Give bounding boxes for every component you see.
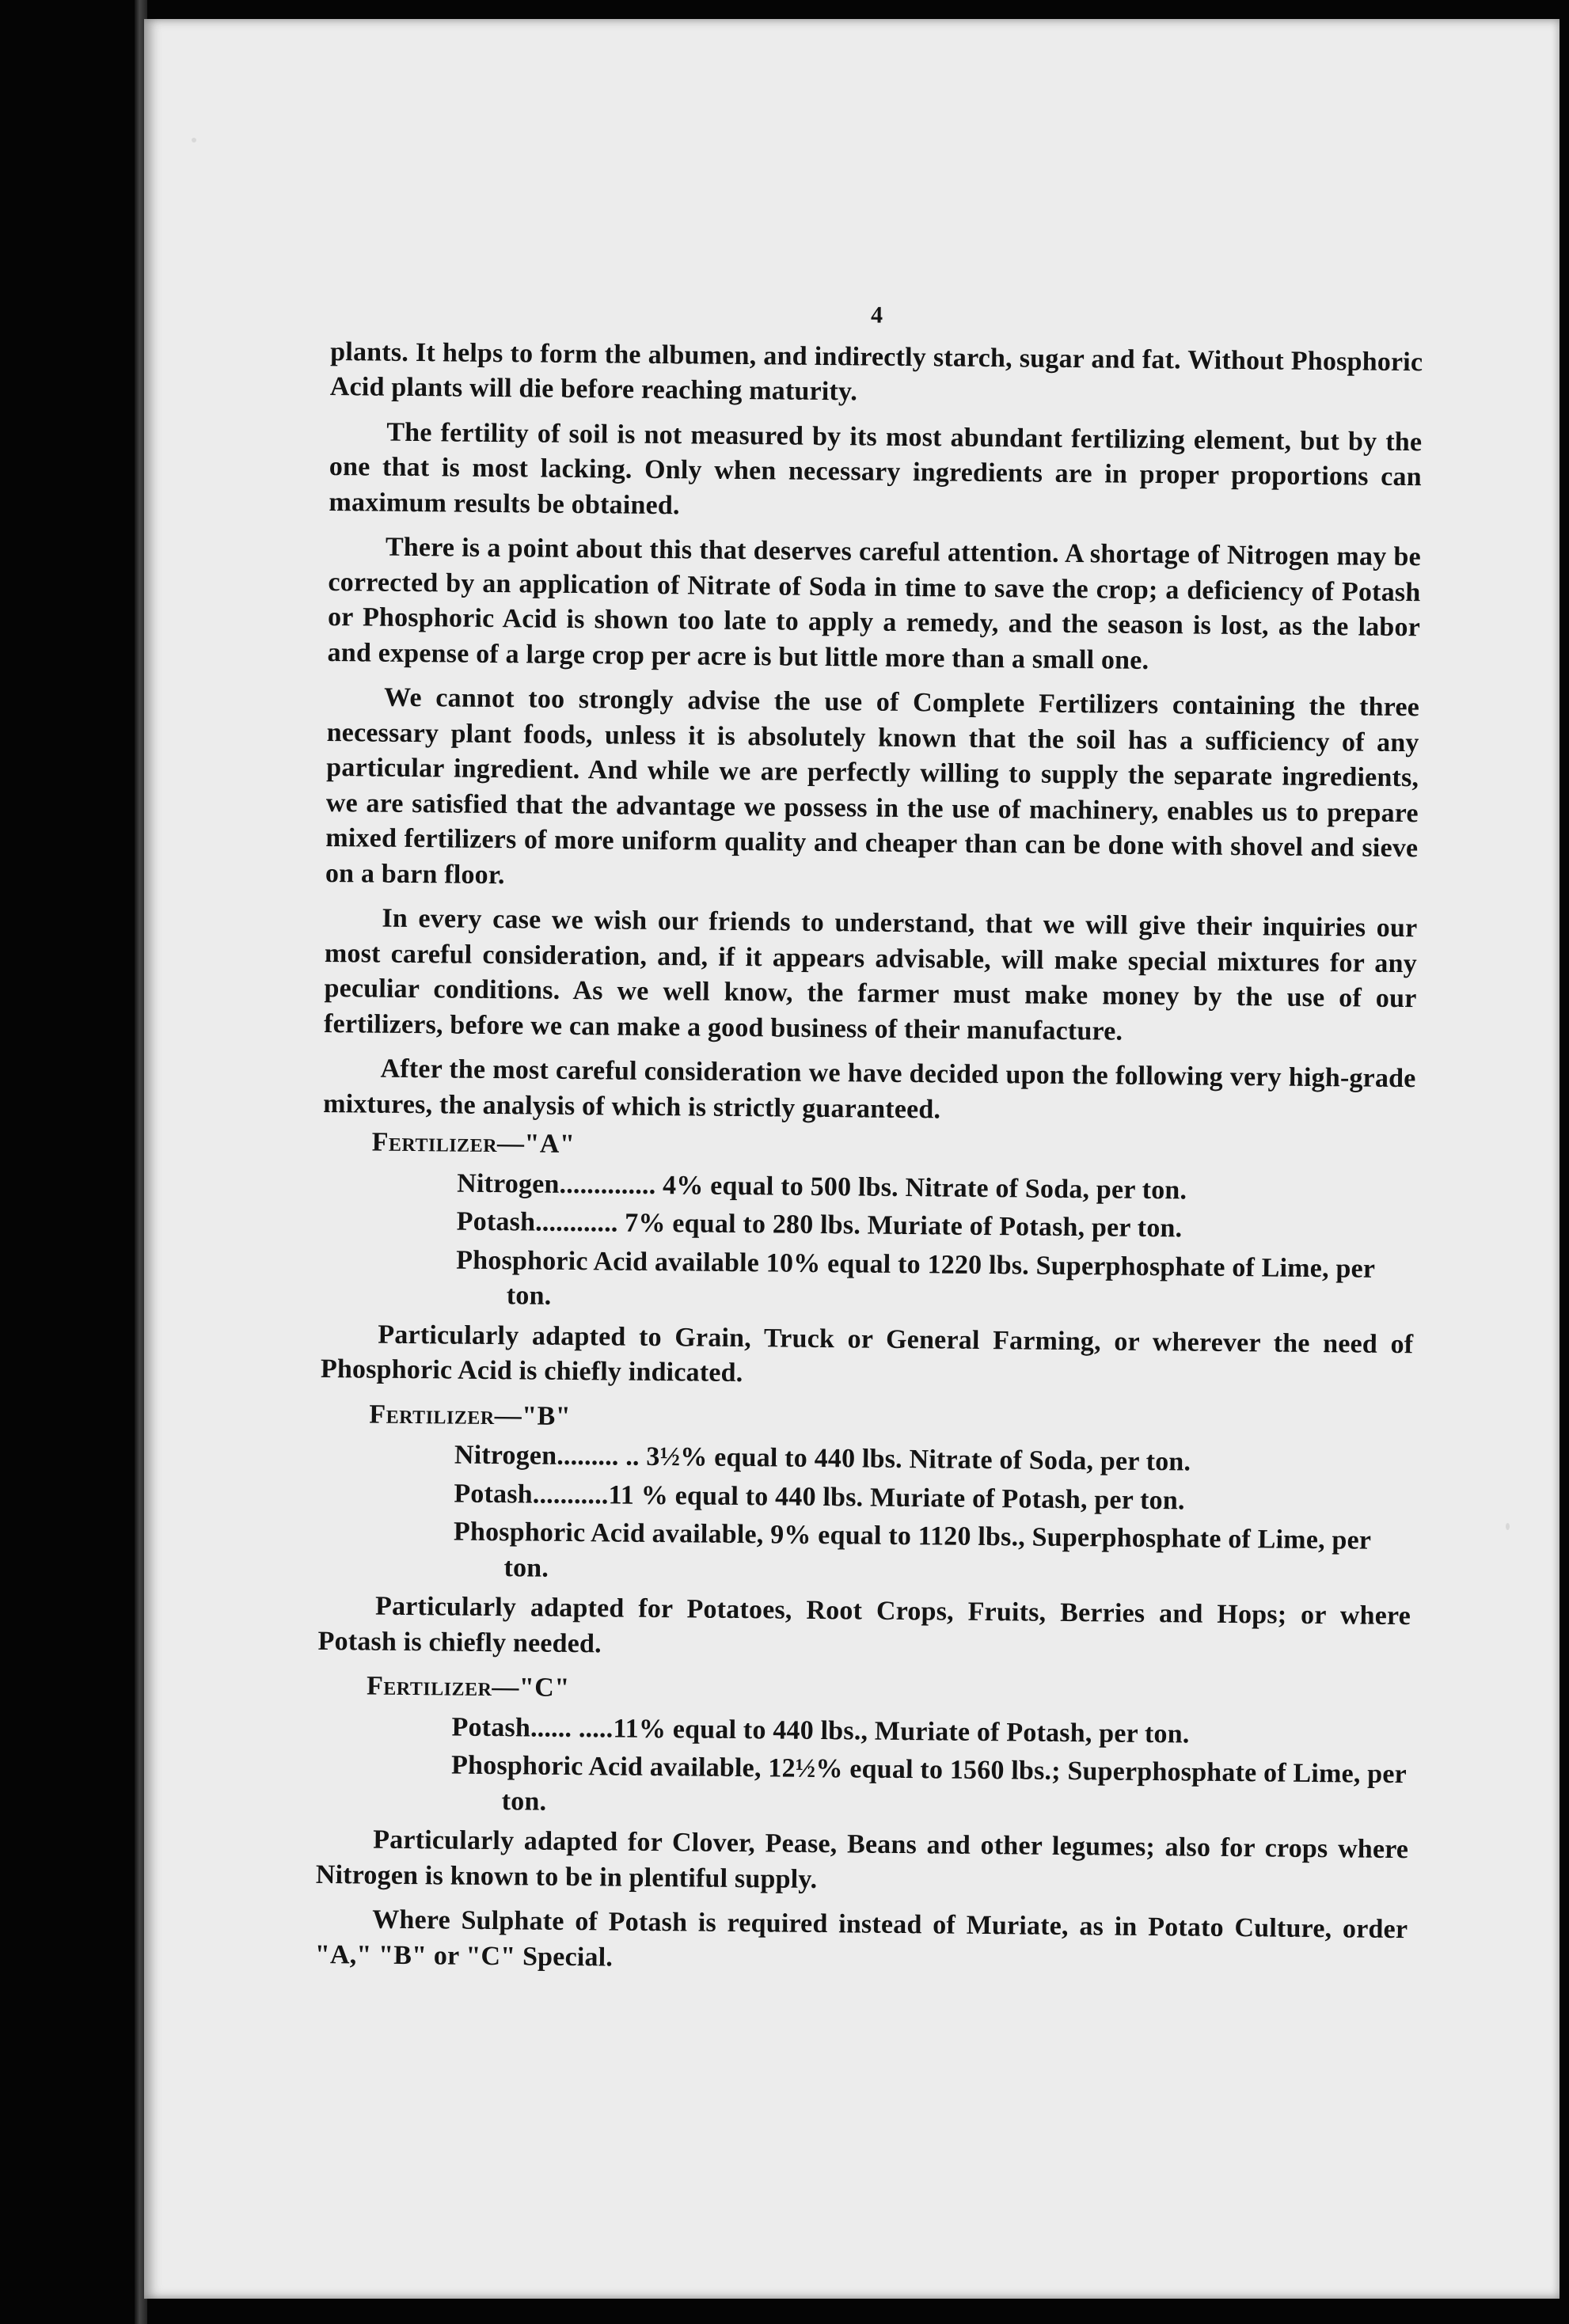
paragraph: In every case we wish our friends to understand, that we will give their inquiries our most careful consideration, and, if it appears advisable, will make special mixtures for any peculiar conditions. As we well know, the farmer must make money by the use of our fertilizers, before we can make a good business of their manufacture. — [323, 903, 1418, 1046]
paragraph: The fertility of soil is not measured by its most abundant fertilizing element, but by the one that is most lacking. Only when necessary ingredients are in proper proportions can maximum results be obtained. — [329, 417, 1423, 520]
fertilizer-line: Phosphoric Acid available, 12½% equal to 1560 lbs.; Superphosphate of Lime, per ton. — [450, 1750, 1407, 1817]
fertilizer-line: Phosphoric Acid available, 9% equal to 1120 lbs., Superphosphate of Lime, per ton. — [453, 1517, 1371, 1583]
fertilizer-line: Potash...... .....11% equal to 440 lbs., Muriate of Potash, per ton. — [451, 1712, 1190, 1749]
fertilizer-line: Potash...........11 % equal to 440 lbs. Muriate of Potash, per ton. — [454, 1479, 1185, 1515]
fertilizer-note: Particularly adapted for Potatoes, Root Crops, Fruits, Berries and Hops; or where Potash is chiefly needed. — [317, 1591, 1411, 1658]
fertilizer-heading: Fertilizer—"A" — [371, 1127, 576, 1160]
fertilizer-note: Particularly adapted for Clover, Pease, Beans and other legumes; also for crops where Nitrogen is known to be in plentiful supply. — [315, 1825, 1409, 1894]
fertilizer-heading: Fertilizer—"B" — [369, 1399, 572, 1431]
scan-speck — [1506, 1523, 1510, 1530]
paragraph: plants. It helps to form the albumen, and indirectly starch, sugar and fat. Without Phosphoric Acid plants will die before reaching maturity. — [329, 336, 1423, 407]
closing-paragraph: Where Sulphate of Potash is required instead of Muriate, as in Potato Culture, order "A," "B" or "C" Special. — [314, 1904, 1408, 1973]
fertilizer-b — [317, 1396, 1412, 1669]
paragraph: After the most careful consideration we have decided upon the following very high-grade mixtures, the analysis of which is strictly guaranteed. — [322, 1054, 1416, 1124]
fertilizer-c — [316, 1669, 1411, 1903]
paragraph: We cannot too strongly advise the use of Complete Fertilizers containing the three necessary plant foods, unless it is absolutely known that the soil has a sufficiency of any particular ingredient. And while we are perfectly willing to supply the separate ingredients, we are satisfied that the advantage we possess in the use of machinery, enables us to prepare mixed fertilizers of more uniform quality and cheaper than can be done with shovel and sieve on a barn floor. — [325, 682, 1420, 890]
page-number: 4 — [870, 302, 883, 328]
scan-speck — [192, 138, 196, 142]
fertilizer-heading: Fertilizer—"C" — [366, 1671, 570, 1703]
paragraph: There is a point about this that deserves careful attention. A shortage of Nitrogen may be corrected by an application of Nitrate of Soda in time to save the crop; a deficiency of Potash or Phosphoric Acid is shown too late to apply a remedy, and the season is lost, as the labor and expense of a large crop per acre is but little more than a small one. — [327, 532, 1422, 675]
page-text — [315, 293, 1423, 1992]
fertilizer-line: Nitrogen......... .. 3½% equal to 440 lbs. Nitrate of Soda, per ton. — [454, 1440, 1191, 1477]
fertilizer-line: Phosphoric Acid available 10% equal to 1220 lbs. Superphosphate of Lime, per ton. — [456, 1245, 1375, 1311]
fertilizer-note: Particularly adapted to Grain, Truck or General Farming, or wherever the need of Phosphoric Acid is chiefly indicated. — [320, 1320, 1414, 1388]
fertilizer-line: Potash............ 7% equal to 280 lbs. Muriate of Potash, per ton. — [456, 1206, 1183, 1244]
fertilizer-line: Nitrogen.............. 4% equal to 500 lbs. Nitrate of Soda, per ton. — [457, 1168, 1187, 1205]
fertilizer-a — [321, 1125, 1415, 1398]
